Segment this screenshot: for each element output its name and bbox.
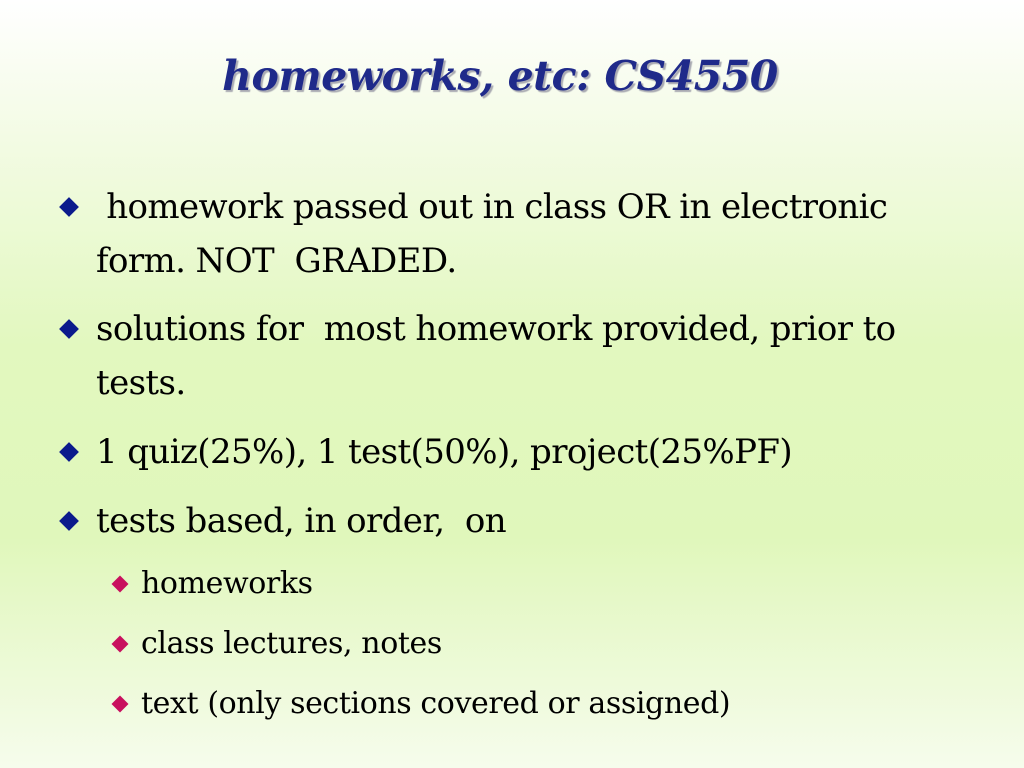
sub-bullet-text: text (only sections covered or assigned) bbox=[141, 686, 731, 721]
bullet-item bbox=[96, 180, 926, 288]
diamond-bullet-icon bbox=[59, 511, 79, 531]
diamond-bullet-icon bbox=[59, 442, 79, 462]
sub-bullet-text: homeworks bbox=[141, 566, 313, 601]
sub-bullet-text: class lectures, notes bbox=[141, 626, 442, 661]
slide-title: homeworks, etc: CS4550 bbox=[222, 52, 778, 100]
bullet-text: tests based, in order, on bbox=[96, 501, 507, 541]
bullet-item bbox=[96, 425, 926, 479]
diamond-bullet-icon bbox=[59, 319, 79, 339]
sub-bullet-item bbox=[141, 684, 941, 724]
bullet-text: solutions for most homework provided, prior to tests. bbox=[96, 309, 906, 403]
sub-bullet-item bbox=[141, 624, 941, 664]
bullet-text: homework passed out in class OR in electronic form. NOT GRADED. bbox=[96, 187, 898, 281]
sub-bullet-item bbox=[141, 564, 941, 604]
bullet-text: 1 quiz(25%), 1 test(50%), project(25%PF) bbox=[96, 432, 793, 472]
diamond-bullet-icon bbox=[59, 197, 79, 217]
diamond-sub-bullet-icon bbox=[112, 636, 129, 653]
bullet-item bbox=[96, 302, 926, 410]
diamond-sub-bullet-icon bbox=[112, 576, 129, 593]
diamond-sub-bullet-icon bbox=[112, 696, 129, 713]
bullet-item bbox=[96, 494, 926, 548]
